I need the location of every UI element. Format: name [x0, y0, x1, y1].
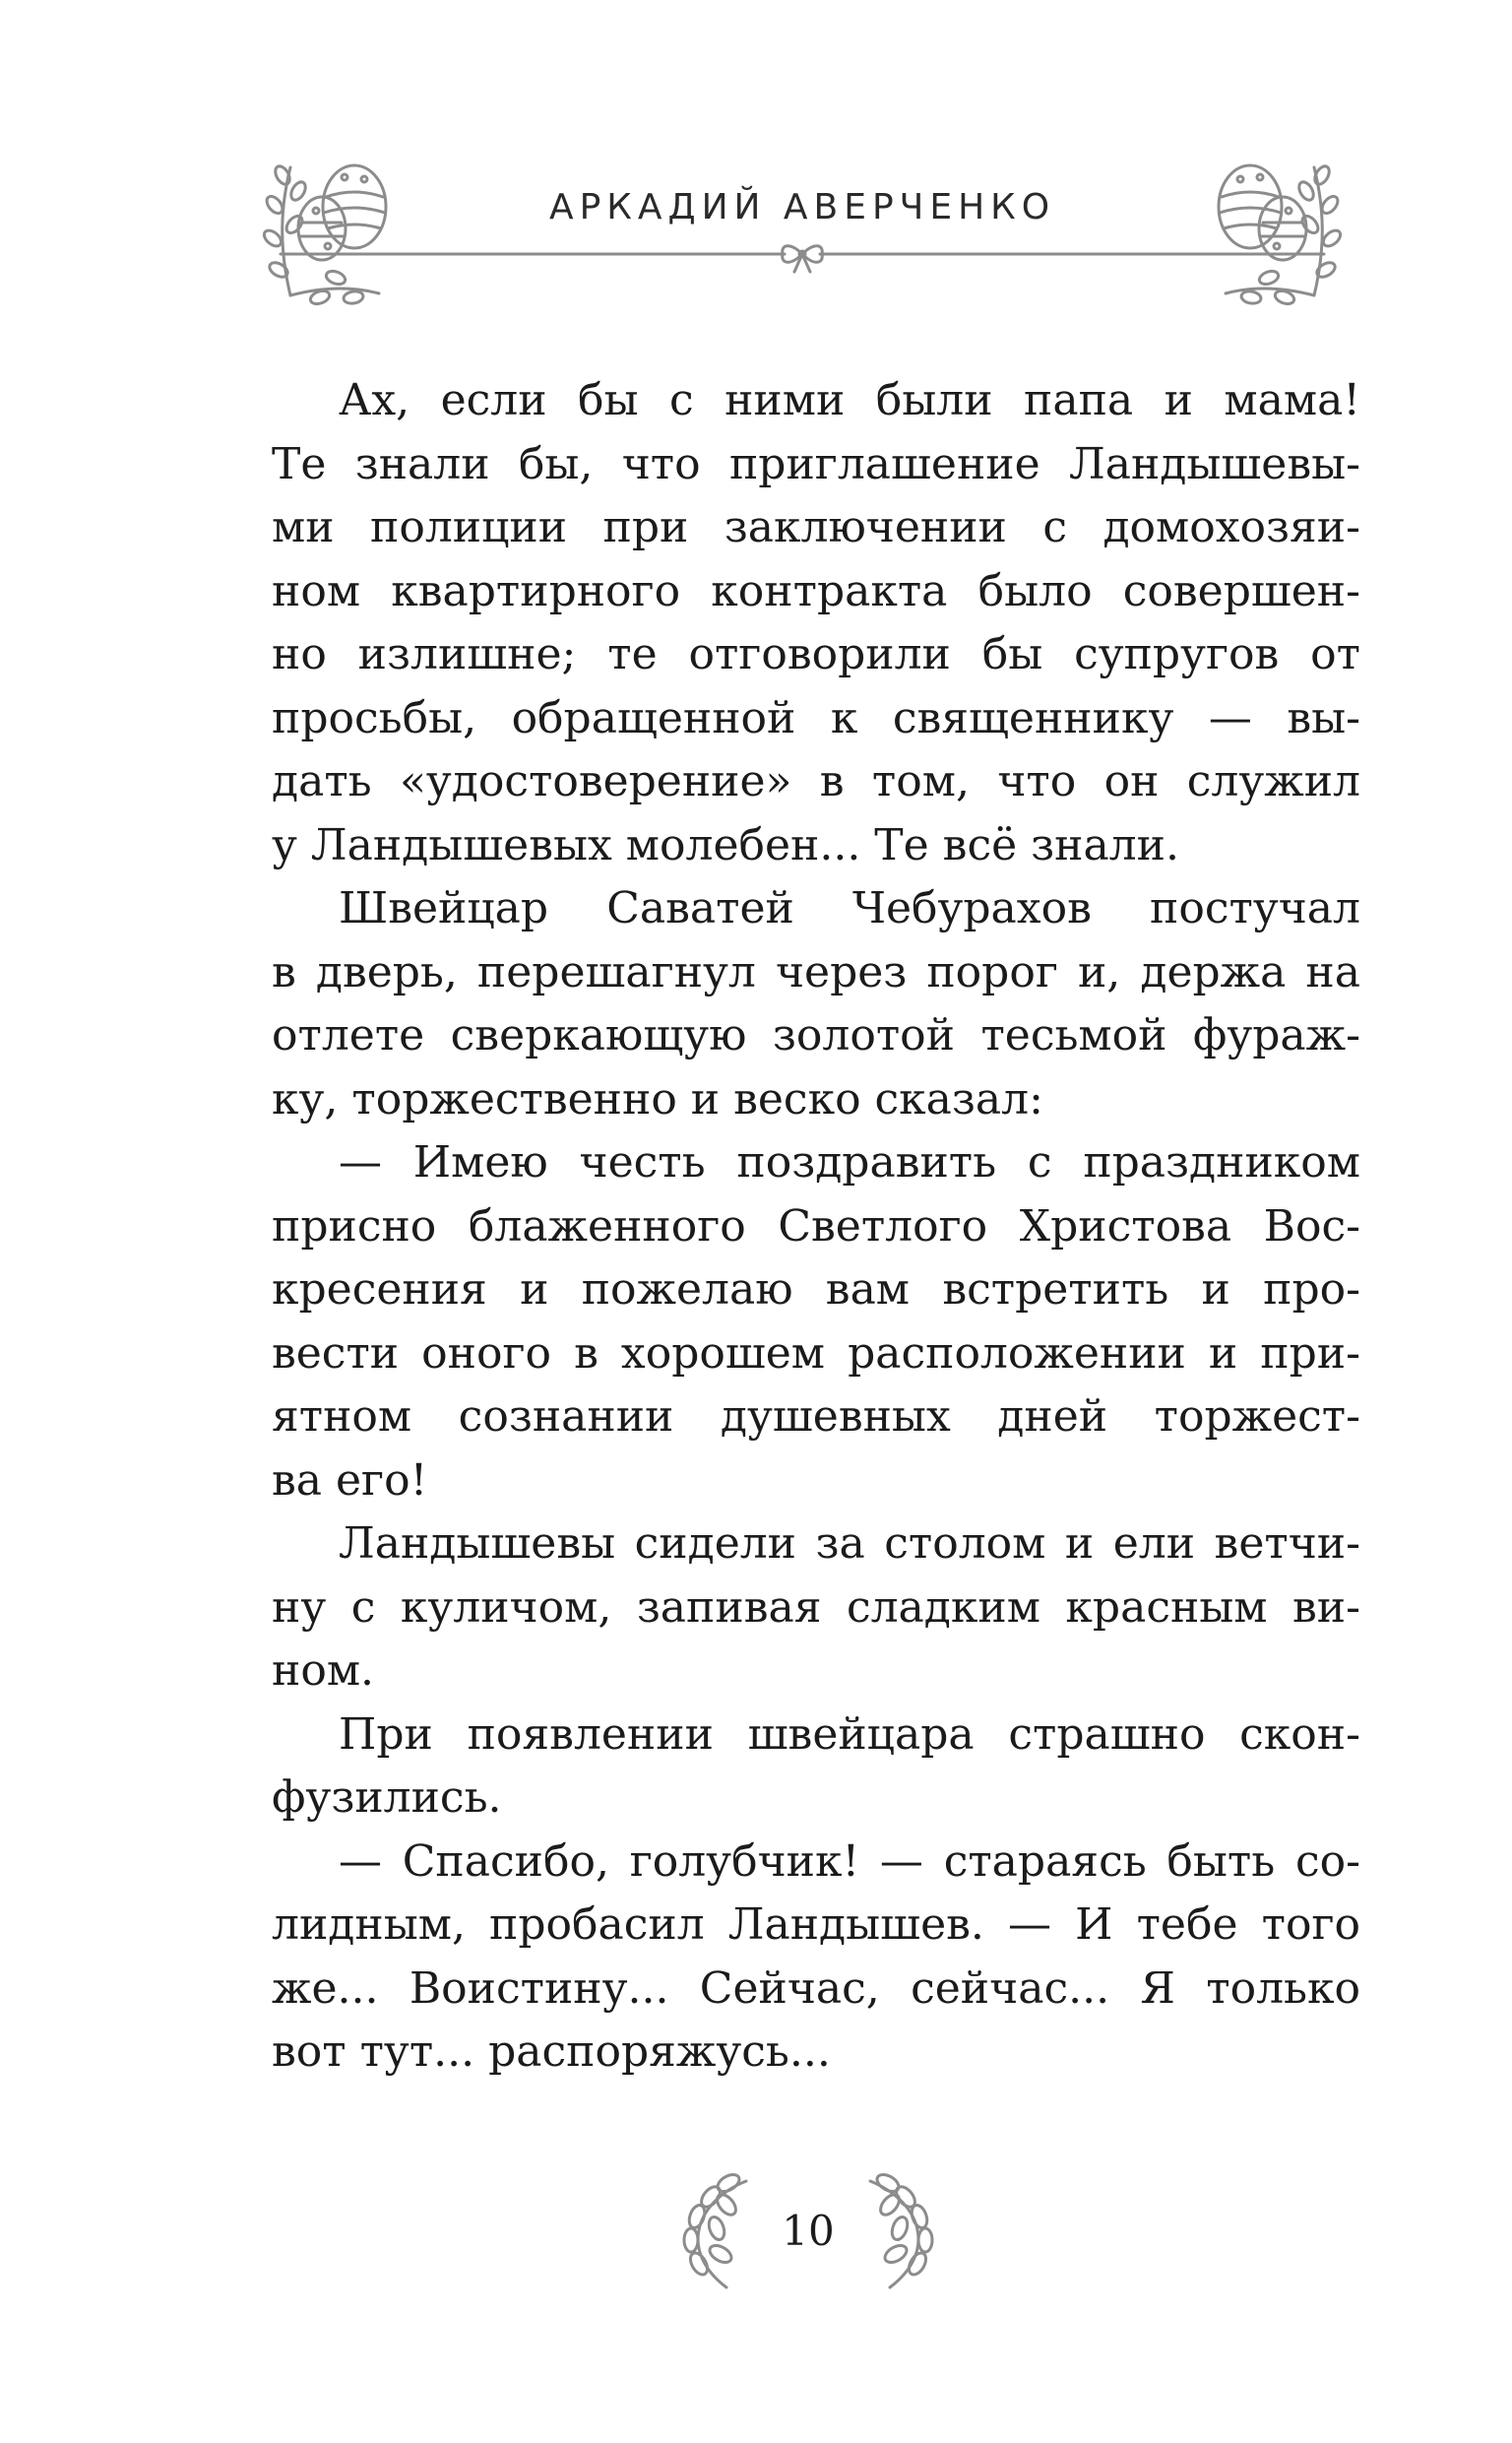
bow-icon [783, 246, 823, 272]
text-line: — Спасибо, голубчик! — стараясь быть со- [339, 1835, 1360, 1887]
text-line: но излишне; те отговорили бы супругов от [272, 629, 1360, 679]
text-line: вот тут... распоряжусь... [272, 2026, 831, 2077]
text-line: лидным, пробасил Ландышев. — И тебе того [272, 1899, 1360, 1950]
text-line: кресения и пожелаю вам встретить и про- [272, 1264, 1360, 1315]
text-line: Ах, если бы с ними были папа и мама! [339, 375, 1360, 425]
text-line: Ландышевы сидели за столом и ели ветчи- [339, 1518, 1360, 1569]
running-header [251, 148, 1354, 310]
text-line: фузились. [272, 1772, 502, 1823]
text-line: отлете сверкающую золотой тесьмой фураж- [272, 1010, 1360, 1061]
text-line: ку, торжественно и веско сказал: [272, 1073, 1043, 1125]
text-line: При появлении швейцара страшно скон- [339, 1708, 1360, 1760]
text-line: просьбы, обращенной к священнику — вы- [272, 692, 1360, 743]
text-line: ном. [272, 1645, 375, 1696]
text-line: Те знали бы, что приглашение Ландышевы- [272, 438, 1360, 489]
header-ornament [251, 148, 1354, 310]
running-header-author: АРКАДИЙ АВЕРЧЕНКО [548, 187, 1056, 227]
page-number: 10 [782, 2207, 835, 2255]
body-text [272, 369, 1360, 2085]
text-line: — Имею честь поздравить с праздником [339, 1137, 1360, 1188]
text-line: ми полиции при заключении с домохозяи- [272, 502, 1360, 552]
text-line: ва его! [272, 1454, 428, 1506]
text-line: ятном сознании душевных дней торжест- [272, 1391, 1360, 1442]
text-line: дать «удостоверение» в том, что он служил [272, 756, 1360, 806]
text-line: вести оного в хорошем расположении и при- [272, 1327, 1360, 1379]
text-line: присно блаженного Светлого Христова Вос- [272, 1200, 1360, 1252]
text-line: в дверь, перешагнул через порог и, держа на [272, 946, 1360, 997]
text-line: Швейцар Саватей Чебурахов постучал [339, 883, 1360, 933]
page-footer [667, 2161, 949, 2299]
text-line: же... Воистину... Сейчас, сейчас... Я только [272, 1962, 1360, 2014]
text-line: ну с куличом, запивая сладким красным ви- [272, 1581, 1360, 1633]
text-line: ном квартирного контракта было совершен- [272, 565, 1360, 616]
text-line: у Ландышевых молебен... Те всё знали. [272, 819, 1179, 870]
